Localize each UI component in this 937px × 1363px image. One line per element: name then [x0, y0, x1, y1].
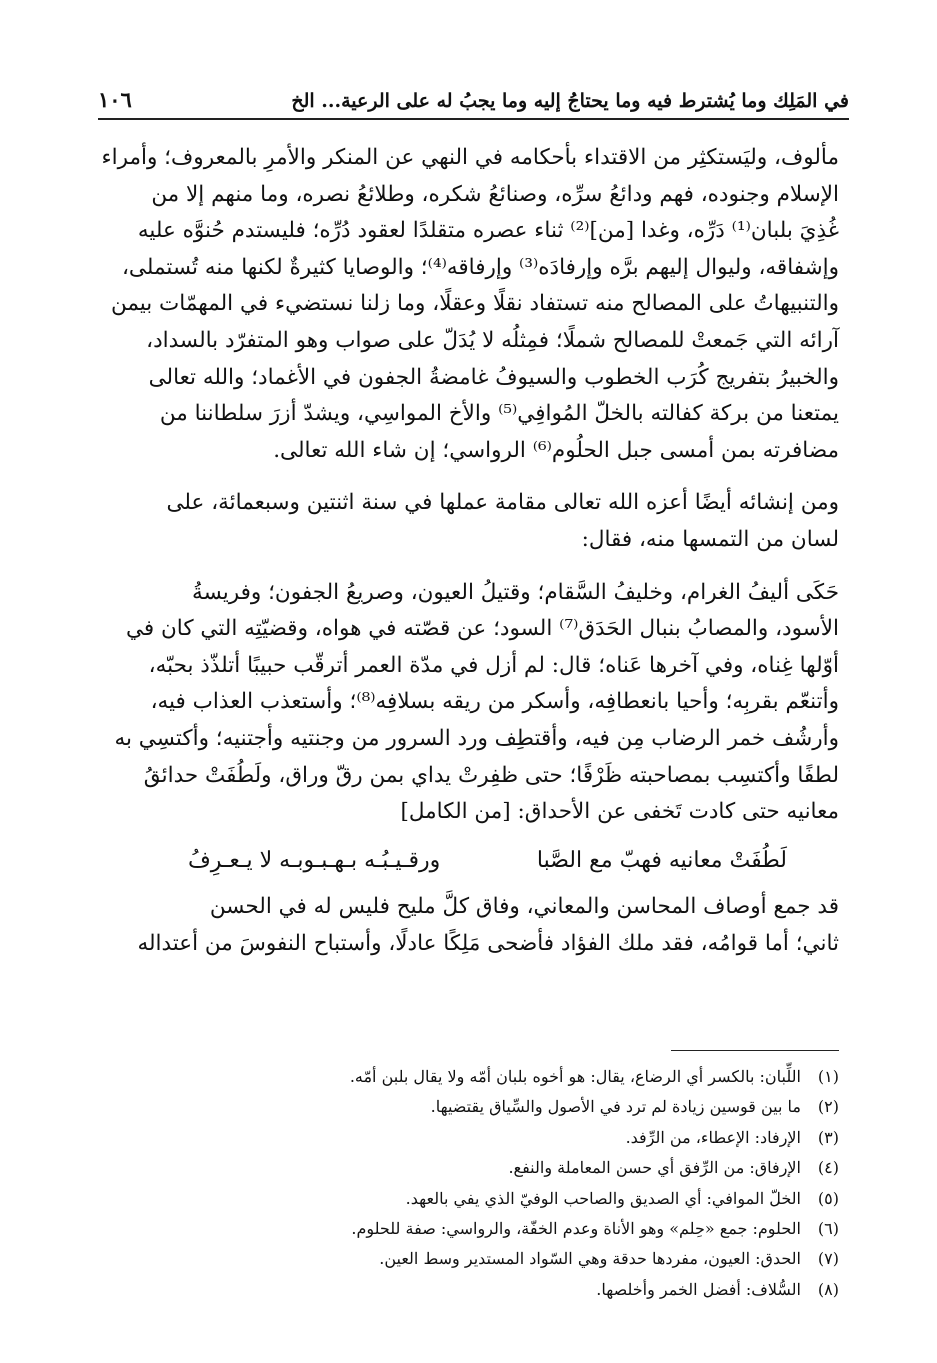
footnote-text: اللِّبان: بالكسر أي الرضاع، يقال: هو أخوه بلبان أمّه ولا يقال بلبن أمّه. — [349, 1067, 801, 1086]
text-line: لطفًا وأكتسِب بمصاحبته ظَرْفًا؛ حتى ظفِرتْ يداي بمن رقّ وراق، ولَطُفَتْ حدائقُ — [143, 762, 839, 788]
main-text — [98, 140, 839, 962]
text-line: الإسلام وجنوده، فهم ودائعُ سرِّه، وصنائعُ شكره، وطلائعُ نصره، وما منهم إلا من — [151, 181, 839, 207]
text-line: معانيه حتى كادت تَخفى عن الأحداق: [من الكامل] — [400, 799, 839, 825]
footnote-number: (٧) — [817, 1249, 839, 1269]
footnote-3 — [98, 1123, 839, 1153]
text-line: ومن إنشائه أيضًا أعزه الله تعالى مقامة عملها في سنة اثنتين وسبعمائة، على — [166, 490, 839, 516]
footnote-4 — [98, 1153, 839, 1183]
verse-second-hemistich: ورقـيـبُـه بـهـبـوبـه لا يـعـرِفُ — [188, 847, 441, 873]
text-line: والتنبيهاتُ على المصالح منه تستفاد نقلًا وعقلًا، وما زلنا نستضيء في المهمّات بيمن — [110, 291, 839, 317]
footnote-number: (٢) — [817, 1097, 839, 1117]
footnote-1 — [98, 1062, 839, 1092]
footnote-text: ما بين قوسين زيادة لم ترد في الأصول والسِّياق يقتضيها. — [430, 1097, 801, 1117]
text-line: مألوف، وليَستكثِر من الاقتداء بأحكامه في النهي عن المنكر والأمرِ بالمعروف؛ وأمراء — [101, 145, 839, 170]
footnote-text: الإرفاد: الإعطاء، من الرِّفد. — [625, 1127, 801, 1147]
paragraph-3 — [98, 575, 839, 831]
text-line: أوّلها غِناه، وفي آخرها عَناه؛ قال: لم أزل في مدّة العمر أترقّب حبيبًا أتلذّذ بحبّه، — [148, 652, 839, 678]
text-line: والخبيرُ بتفريج كُرَب الخطوب والسيوفُ غامضةُ الجفون في الأغماد؛ والله تعالى — [148, 364, 839, 390]
page-number: ١٠٦ — [98, 87, 132, 112]
footnote-number: (٦) — [817, 1219, 839, 1239]
text-line: مضافرته بمن أمسى جبل الحلُوم⁽⁶⁾ الرواسي؛ إن شاء الله تعالى. — [273, 437, 839, 463]
footnote-text: الحلوم: جمع «حِلم» وهو الأناة وعدم الخفّة، والرواسي: صفة للحلوم. — [351, 1219, 801, 1239]
text-line: آرائه التي جَمعتْ للمصالح شملًا؛ فمِثلُه لا يُدَلّ على صواب وهو المتفرّد بالسداد، — [146, 327, 839, 353]
footnote-5 — [98, 1184, 839, 1214]
text-line: وأتنعّم بقربِه؛ وأحيا بانعطافِه، وأسكر من ريقه بسلافِه⁽⁸⁾؛ وأستعذب العذاب فيه، — [150, 689, 839, 715]
paragraph-1 — [98, 140, 839, 469]
verse-first-hemistich: لَطُفَتْ معانيه فهبّ مع الصَّبا — [536, 847, 787, 873]
text-line: لسان من التمسها منه، فقال: — [581, 526, 839, 552]
footnote-8 — [98, 1275, 839, 1305]
text-line: غُذِيَ بلبان⁽¹⁾ دَرِّه، وغدا [من]⁽²⁾ ثناء عصره متقلدًا لعقود دُرِّه؛ فليستدم حُنوَّه عليه — [137, 218, 839, 244]
footnote-number: (٤) — [817, 1158, 839, 1178]
text-line: يمتعنا من بركة كفالته بالخلّ المُوافِي⁽⁵⁾ والأخ المواسِي، ويشدّ أزرَ سلطاننا من — [159, 401, 839, 427]
text-line: ثاني؛ أما قوامُه، فقد ملك الفؤاد فأضحى مَلِكًا عادلًا، وأستباح النفوسَ من أعتداله — [137, 930, 839, 956]
text-line: وإشفاقه، وليوال إليهم برَّه وإرفادَه⁽³⁾ وإرفاقه⁽⁴⁾؛ والوصايا كثيرةٌ لكنها منه تُستملى، — [121, 254, 839, 280]
footnotes — [98, 1062, 839, 1305]
text-line: قد جمع أوصاف المحاسن والمعاني، وفاق كلَّ مليح فليس له في الحسن — [209, 894, 839, 920]
footnote-text: الخلّ الموافي: أي الصديق والصاحب الوفيّ الذي يفي بالعهد. — [405, 1188, 801, 1208]
text-line: الأسود، والمصابُ بنبال الحَدَق⁽⁷⁾ السود؛ عن قصّته في هواه، وقضيّتِه التي كان في — [125, 616, 839, 642]
text-line: حَكَى أليفُ الغرام، وخليفُ السَّقام؛ وقتيلُ العيون، وصريعُ الجفون؛ وفريسةُ — [192, 579, 839, 605]
paragraph-2 — [98, 485, 839, 558]
text-line: وأرشُف خمر الرضاب مِن فيه، وأقتطِف ورد السرور من وجنتيه وأجتنيه؛ وأكتسِي به — [114, 725, 839, 751]
running-header — [98, 82, 849, 120]
footnote-text: الحدق: العيون، مفردها حدقة وهي السّواد المستدير وسط العين. — [379, 1249, 801, 1269]
paragraph-4 — [98, 889, 839, 962]
footnote-text: الإرفاق: من الرِّفق أي حسن المعاملة والنفع. — [508, 1158, 801, 1178]
footnote-7 — [98, 1244, 839, 1274]
footnote-number: (٥) — [817, 1188, 839, 1208]
footnote-separator — [671, 1050, 839, 1051]
footnote-2 — [98, 1092, 839, 1122]
footnote-text: السُّلاف: أفضل الخمر وأخلصها. — [596, 1279, 801, 1299]
running-title: في المَلِك وما يُشترط فيه وما يحتاجُ إليه وما يجبُ له على الرعية... الخ — [291, 90, 849, 112]
footnote-number: (٣) — [817, 1127, 839, 1147]
footnote-6 — [98, 1214, 839, 1244]
footnote-number: (٨) — [817, 1279, 839, 1299]
poem-verse — [98, 831, 839, 890]
footnote-number: (١) — [817, 1067, 839, 1086]
